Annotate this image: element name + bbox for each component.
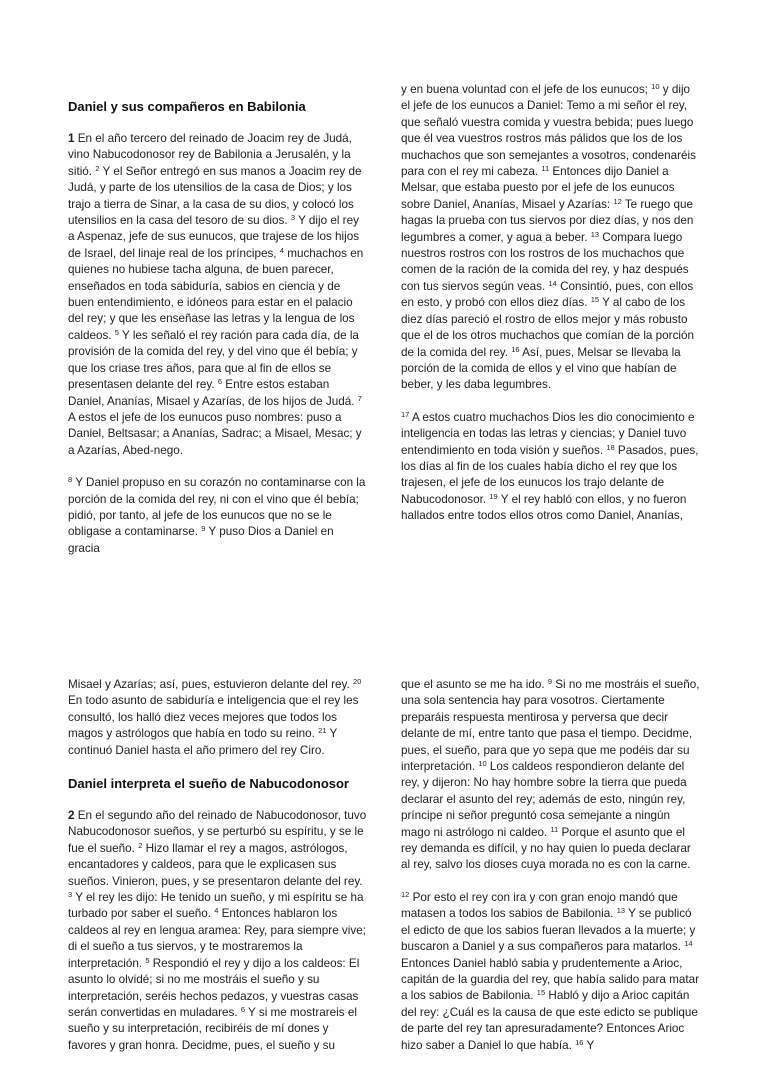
verse-number: 18 — [606, 442, 615, 452]
verse-number: 13 — [590, 229, 600, 239]
verse-number: 12 — [613, 196, 622, 206]
verse-number: 10 — [478, 759, 487, 769]
section-heading: Daniel y sus compañeros en Babilonia — [68, 99, 306, 114]
verse-text: Y — [583, 1038, 595, 1052]
verse-number: 5 — [114, 327, 119, 337]
verse-text: y en buena voluntad con el jefe de los eunucos; — [401, 83, 652, 96]
verse-text: A estos cuatro muchachos Dios les dio conocimiento e inteligencia en todas las letras y ciencias; y Daniel tuvo entendimiento en toda visión y sueños. — [401, 410, 695, 457]
verse-number: 5 — [145, 955, 150, 965]
verse-text: A estos el jefe de los eunucos puso nombres: puso a Daniel, Beltsasar; a Ananías, Sadrac; a Misael, Mesac; y a Azarías, Abed-nego. — [68, 410, 362, 457]
verse-text: Porque el asunto que el rey demanda es difícil, y no hay quien lo pueda declarar al rey, salvo los dioses cuya morada no es con la carne. — [401, 825, 691, 872]
paragraph — [68, 808, 368, 1054]
verse-number: 3 — [68, 890, 73, 900]
verse-text: Entonces hablaron los caldeos al rey en lengua aramea: Rey, para siempre vive; di el sueño a tus siervos, y te mostraremos la interpretación. — [68, 907, 366, 970]
verse-text: Y si me mostrareis el sueño y su interpretación, recibiréis de mí dones y favores y gran honra. Decidme, pues, el sueño y su — [68, 1005, 357, 1052]
verse-text: En todo asunto de sabiduría e inteligencia que el rey les consultó, los halló diez veces mejores que todos los magos y astrólogos que había en todo su reino. — [68, 694, 359, 741]
verse-text: muchachos en quienes no hubiese tacha alguna, de buen parecer, enseñados en toda sabiduría, sabios en ciencia y de buen entendimiento, e idóneos para estar en el palacio del rey; y que les enseñase las letras y la lengua de los caldeos. — [68, 246, 364, 342]
verse-number: 15 — [590, 295, 600, 305]
verse-text: Entre estos estaban Daniel, Ananías, Misael y Azarías, de los hijos de Judá. — [68, 378, 358, 408]
section-heading: Daniel interpreta el sueño de Nabucodonosor — [68, 776, 349, 792]
verse-text: En el año tercero del reinado de Joacim rey de Judá, vino Nabucodonosor rey de Babilonia a Jerusalén, y la sitió. — [68, 132, 352, 178]
verse-text: Y dijo el rey a Aspenaz, jefe de sus eunucos, que trajese de los hijos de Israel, del linaje real de los príncipes, — [68, 214, 360, 260]
verse-number: 21 — [318, 726, 327, 736]
verse-number: 19 — [489, 491, 498, 501]
verse-text: Pasados, pues, los días al fin de los cuales había dicho el rey que los trajesen, el jefe de los eunucos los trajo delante de Nabucodonosor. — [401, 443, 699, 506]
verse-text: Hizo llamar el rey a magos, astrólogos, encantadores y caldeos, para que le explicasen sus sueños. Vinieron, pues, y se presentaron delante del rey. — [68, 841, 363, 888]
column-top-left — [68, 98, 368, 573]
paragraph — [401, 410, 701, 525]
verse-text: Los caldeos respondieron delante del rey, y dijeron: No hay hombre sobre la tierra que pueda declarar el asunto del rey; además de esto, ningún rey, príncipe ni señor preguntó cosa semejante a ningún mago ni astrólogo ni caldeo. — [401, 760, 687, 839]
verse-number: 4 — [279, 245, 284, 255]
verse-text: Por esto el rey con ira y con gran enojo mandó que matasen a todos los sabios de Babilonia. — [401, 890, 678, 921]
verse-text: Y les señaló el rey ración para cada día, de la provisión de la comida del rey, y del vino que él bebía; y que los criase tres años, para que al fin de ellos se presentasen delante del rey. — [68, 328, 359, 392]
paragraph — [68, 475, 368, 557]
column-bottom-right — [401, 677, 701, 1070]
verse-number: 17 — [401, 409, 410, 419]
verse-text: Así, pues, Melsar se llevaba la porción de la comida de ellos y el vino que habían de beber, y les daba legumbres. — [401, 345, 681, 392]
verse-text: Respondió el rey y dijo a los caldeos: El asunto lo olvidé; si no me mostráis el sueño y su interpretación, seréis hechos pedazos, y vuestras casas serán convertidas en muladares. — [68, 956, 360, 1019]
verse-text: Compara luego nuestros rostros con los rostros de los muchachos que comen de la ración de la comida del rey, y haz después con tus siervos según veas. — [401, 230, 689, 293]
verse-text: Entonces Daniel habló sabia y prudentemente a Arioc, capitán de la guardia del rey, que había salido para matar a los sabios de Babilonia. — [401, 956, 700, 1003]
verse-number: 15 — [536, 988, 546, 998]
verse-number: 10 — [651, 82, 660, 91]
verse-number: 9 — [201, 524, 206, 534]
chapter-number: 1 — [68, 132, 75, 145]
verse-number: 14 — [684, 939, 693, 949]
paragraph — [401, 82, 701, 394]
verse-number: 4 — [214, 906, 219, 916]
column-top-right — [401, 82, 701, 541]
verse-text: Y Daniel propuso en su corazón no contaminarse con la porción de la comida del rey, ni con el vino que él bebía; pidió, por tanto, al jefe de los eunucos que no se le obligase a contaminarse. — [68, 476, 366, 539]
verse-number: 2 — [138, 840, 143, 850]
verse-number: 20 — [352, 677, 362, 686]
paragraph — [68, 131, 368, 459]
verse-text: Si no me mostráis el sueño, una sola sentencia hay para vosotros. Ciertamente preparáis respuesta mentirosa y perversa que decir delante de mí, entre tanto que pasa el tiempo. Decidme, pues, el sueño, para que yo sepa que me podéis dar su interpretación. — [401, 678, 700, 774]
verse-number: 6 — [217, 377, 223, 387]
chapter-number: 2 — [68, 809, 75, 823]
verse-text: Y continuó Daniel hasta el año primero del rey Ciro. — [68, 727, 338, 757]
verse-text: Entonces dijo Daniel a Melsar, que estaba puesto por el jefe de los eunucos sobre Daniel, Ananías, Misael y Azarías: — [401, 165, 675, 211]
verse-number: 3 — [290, 213, 296, 223]
verse-text: Y se publicó el edicto de que los sabios fueran llevados a la muerte; y buscaron a Daniel y a sus compañeros para matarlos. — [401, 907, 696, 954]
verse-number: 16 — [575, 1037, 584, 1047]
column-bottom-left — [68, 677, 368, 1070]
verse-text: Misael y Azarías; así, pues, estuvieron delante del rey. — [68, 678, 353, 691]
verse-text: que el asunto se me ha ido. — [401, 678, 548, 691]
verse-number: 2 — [95, 163, 100, 173]
verse-text: Te ruego que hagas la prueba con tus siervos por diez días, y nos den legumbres a comer, y agua a beber. — [401, 197, 694, 244]
verse-text: En el segundo año del reinado de Nabucodonosor, tuvo Nabucodonosor sueños, y se perturbó su espíritu, y se le fue el sueño. — [68, 809, 367, 855]
verse-text: Habló y dijo a Arioc capitán del rey: ¿Cuál es la causa de que este edicto se publique de parte del rey tan apresuradamente? Entonces Arioc hizo saber a Daniel lo que había. — [401, 989, 698, 1052]
paragraph — [68, 677, 368, 759]
verse-number: 14 — [548, 278, 557, 288]
verse-number: 13 — [616, 906, 626, 916]
verse-number: 12 — [401, 889, 410, 899]
verse-number: 8 — [68, 475, 73, 485]
verse-number: 16 — [511, 344, 520, 354]
paragraph — [401, 677, 701, 874]
verse-text: y dijo el jefe de los eunucos a Daniel: Temo a mi señor el rey, que señaló vuestra comida y vuestra bebida; pues luego que él vea vuestros rostros más pálidos que los de los muchachos que son semejantes a vosotros, condenaréis para con el rey mi cabeza. — [401, 83, 696, 179]
verse-text: Y el rey habló con ellos, y no fueron hallados entre todos ellos otros como Daniel, Ananías, — [401, 492, 687, 523]
verse-number: 9 — [547, 677, 553, 686]
paragraph — [401, 890, 701, 1054]
verse-number: 6 — [240, 1004, 245, 1014]
verse-number: 11 — [541, 164, 550, 174]
verse-text: Consintió, pues, con ellos en esto, y probó con ellos diez días. — [401, 279, 694, 310]
verse-number: 7 — [357, 393, 362, 403]
verse-number: 11 — [550, 824, 559, 834]
verse-text: Y al cabo de los diez días pareció el rostro de ellos mejor y más robusto que el de los otros muchachos que comían de la porción de la comida del rey. — [401, 296, 695, 359]
verse-text: Y el Señor entregó en sus manos a Joacim rey de Judá, y parte de los utensilios de la casa de Dios; y los trajo a tierra de Sinar, a la casa de su dios, y colocó los utensilios en la casa del tesoro de su dios. — [68, 164, 362, 228]
verse-text: Y el rey les dijo: He tenido un sueño, y mi espíritu se ha turbado por saber el sueño. — [68, 891, 364, 921]
verse-text: Y puso Dios a Daniel en gracia — [68, 525, 334, 555]
